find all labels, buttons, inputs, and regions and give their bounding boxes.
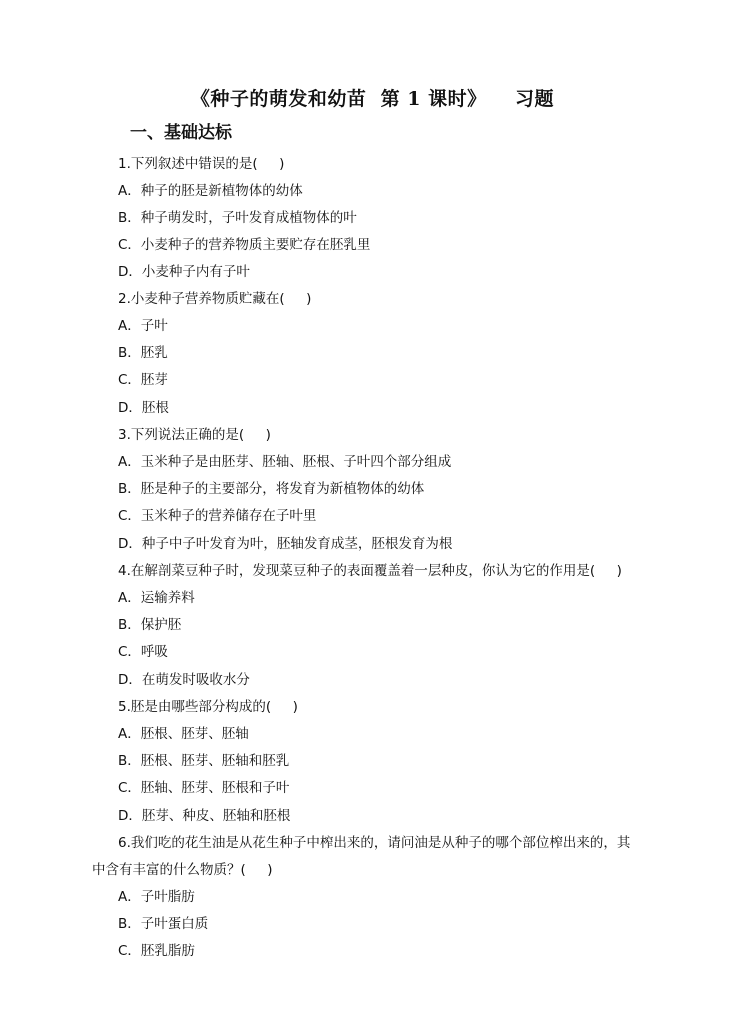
- q1-option-d: D．小麦种子内有子叶: [118, 264, 250, 280]
- q1-option-b: B．种子萌发时，子叶发育成植物体的叶: [118, 210, 357, 226]
- q4-option-d: D．在萌发时吸收水分: [118, 672, 250, 688]
- q2-option-c: C．胚芽: [118, 372, 168, 388]
- page-title: 《种子的萌发和幼苗 第 1 课时》 习题: [190, 88, 555, 110]
- q5-option-d: D．胚芽、种皮、胚轴和胚根: [118, 808, 291, 824]
- q4-option-a: A．运输养料: [118, 590, 195, 606]
- section-heading: 一、基础达标: [130, 123, 232, 143]
- q4-option-c: C．呼吸: [118, 644, 168, 660]
- q1-option-a: A．种子的胚是新植物体的幼体: [118, 183, 303, 199]
- question-1: 1.下列叙述中错误的是( ): [118, 156, 285, 172]
- q2-option-a: A．子叶: [118, 318, 168, 334]
- q6-option-a: A．子叶脂肪: [118, 889, 195, 905]
- q2-option-b: B．胚乳: [118, 345, 168, 361]
- q6-option-b: B．子叶蛋白质: [118, 916, 209, 932]
- q3-option-d: D．种子中子叶发育为叶，胚轴发育成茎，胚根发育为根: [118, 536, 453, 552]
- q6-option-c: C．胚乳脂肪: [118, 943, 195, 959]
- question-4: 4.在解剖菜豆种子时，发现菜豆种子的表面覆盖着一层种皮，你认为它的作用是( ): [118, 563, 622, 579]
- q4-option-b: B．保护胚: [118, 617, 182, 633]
- q3-option-a: A．玉米种子是由胚芽、胚轴、胚根、子叶四个部分组成: [118, 454, 452, 470]
- q5-option-a: A．胚根、胚芽、胚轴: [118, 726, 249, 742]
- question-3: 3.下列说法正确的是( ): [118, 427, 271, 443]
- question-2: 2.小麦种子营养物质贮藏在( ): [118, 291, 312, 307]
- q3-option-b: B．胚是种子的主要部分，将发育为新植物体的幼体: [118, 481, 425, 497]
- question-5: 5.胚是由哪些部分构成的( ): [118, 699, 298, 715]
- q2-option-d: D．胚根: [118, 400, 169, 416]
- question-6-line-1: 6.我们吃的花生油是从花生种子中榨出来的，请问油是从种子的哪个部位榨出来的，其: [118, 835, 631, 851]
- q1-option-c: C．小麦种子的营养物质主要贮存在胚乳里: [118, 237, 371, 253]
- q5-option-c: C．胚轴、胚芽、胚根和子叶: [118, 780, 290, 796]
- q5-option-b: B．胚根、胚芽、胚轴和胚乳: [118, 753, 290, 769]
- q3-option-c: C．玉米种子的营养储存在子叶里: [118, 508, 317, 524]
- question-6-line-2: 中含有丰富的什么物质？( ): [92, 862, 273, 878]
